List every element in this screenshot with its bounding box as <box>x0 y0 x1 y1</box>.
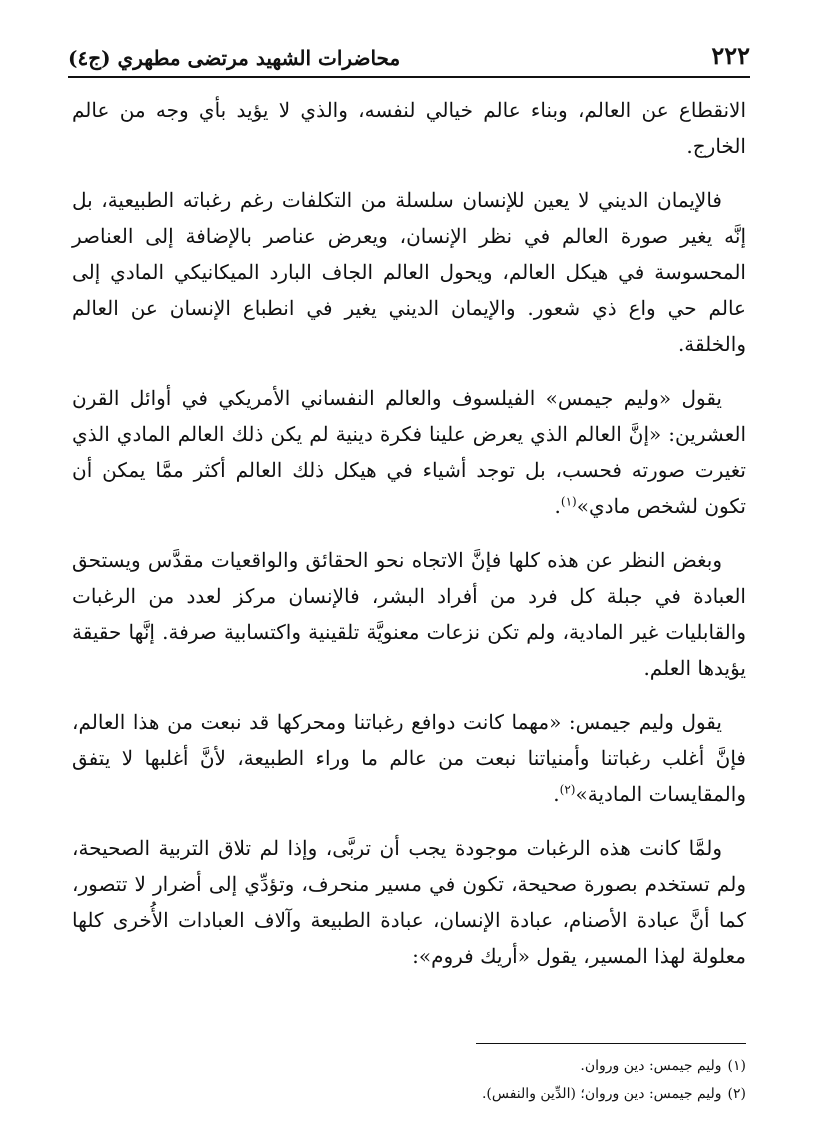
footnote-number: (١) <box>727 1058 746 1074</box>
paragraph: فالإيمان الديني لا يعين للإنسان سلسلة من التكلفات رغم رغباته الطبيعية، بل إنَّه يغير صورة العالم في نظر الإنسان، ويعرض عناصر بالإضافة إلى العناصر المحسوسة في هيكل العالم، ويحول العالم الجاف البارد الميكانيكي المادي إلى عالم حي واع ذي شعور. والإيمان الديني يغير في انطباع الإنسان عن العالم والخلقة. <box>72 188 746 356</box>
page-number: ٢٢٢ <box>711 41 750 70</box>
footnote-ref: (١) <box>560 494 577 509</box>
paragraph: ولمَّا كانت هذه الرغبات موجودة يجب أن تربَّى، وإذا لم تلاق التربية الصحيحة، ولم تستخدم بصورة صحيحة، تكون في مسير منحرف، وتؤدِّي إلى أضرار لا تتصور، كما أنَّ عبادة الأصنام، عبادة الإنسان، عبادة الطبيعة وآلاف العبادات الأُخرى كلها معلولة لهذا المسير، يقول «أريك فروم»: <box>72 836 746 968</box>
footnote-text: وليم جيمس: دين وروان؛ (الدِّين والنفس). <box>481 1086 722 1102</box>
footnote-ref: (٢) <box>559 782 576 797</box>
paragraph: يقول وليم جيمس: «مهما كانت دوافع رغباتنا ومحركها قد نبعت من هذا العالم، فإنَّ أغلب رغباتنا وأمنياتنا نبعت من عالم ما وراء الطبيعة، لأنَّ أغلبها لا يتفق والمقايسات المادية»$^{(٢)}$. <box>72 710 746 806</box>
footnote-number: (٢) <box>727 1086 746 1102</box>
book-title: محاضرات الشهيد مرتضى مطهري (ج٤) <box>68 46 401 70</box>
footnote-text: وليم جيمس: دين وروان. <box>580 1058 722 1074</box>
page-body <box>72 92 746 992</box>
paragraph: يقول «وليم جيمس» الفيلسوف والعالم النفساني الأمريكي في أوائل القرن العشرين: «إنَّ العالم الذي يعرض علينا فكرة دينية لم يكن ذلك العالم المادي الذي تغيرت صورته فحسب، بل توجد أشياء في هيكل ذلك العالم أكثر ممَّا يمكن أن تكون لشخص مادي»$^{(١)}$. <box>72 386 746 518</box>
footnote <box>72 1080 746 1108</box>
footnotes <box>72 1052 746 1108</box>
footnote <box>72 1052 746 1080</box>
page-header <box>68 30 750 78</box>
footnote-divider <box>476 1043 746 1044</box>
paragraph: الانقطاع عن العالم، وبناء عالم خيالي لنفسه، والذي لا يؤيد بأي وجه من عالم الخارج. <box>72 98 746 158</box>
paragraph: وبغض النظر عن هذه كلها فإنَّ الاتجاه نحو الحقائق والواقعيات مقدَّس ويستحق العبادة في جبلة كل فرد من أفراد البشر، فالإنسان مركز لعدد من الرغبات والقابليات غير المادية، ولم تكن نزعات معنويَّة تلقينية واكتسابية صرفة. إنَّها حقيقة يؤيدها العلم. <box>72 548 746 680</box>
